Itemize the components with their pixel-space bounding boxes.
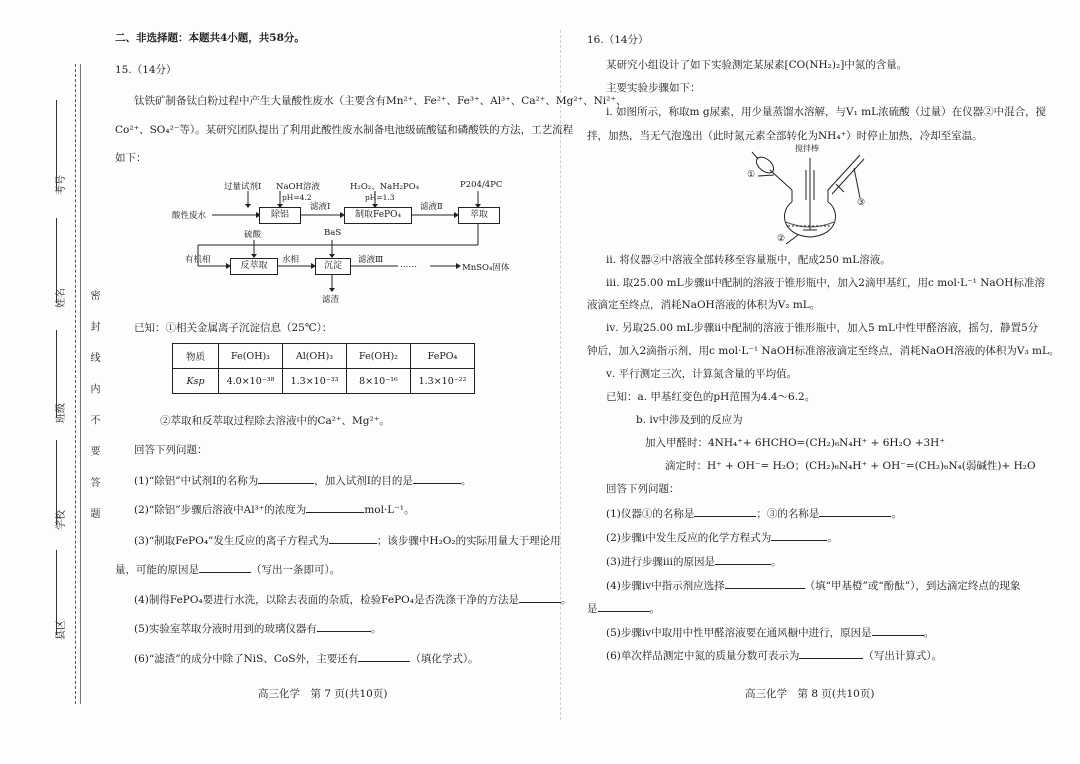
flow-acid: 硫酸 <box>244 230 262 240</box>
step-5: ⅴ. 平行测定三次，计算氮含量的平均值。 <box>606 368 798 380</box>
q15-intro-line1: 钛铁矿制备钛白粉过程中产生大量酸性废水（主要含有Mn²⁺、Fe²⁺、Fe³⁺、Al³⁺、Ca²⁺、Mg²⁺、Ni²⁺、 <box>134 95 627 107</box>
flow-box-back-extraction: 反萃取 <box>230 258 278 275</box>
margin-blank-banji <box>56 330 57 418</box>
q16-2: (2)步骤ⅰ中发生反应的化学方程式为 。 <box>606 532 838 544</box>
flow-box-precipitation: 沉淀 <box>315 258 351 275</box>
step-2: ⅱ. 将仪器②中溶液全部转移至容量瓶中，配成250 mL溶液。 <box>606 254 891 266</box>
section-title: 二、非选择题：本题共4小题，共58分。 <box>115 32 305 44</box>
flow-water: 水相 <box>282 255 300 265</box>
flow-bas: BaS <box>324 228 342 238</box>
answer-blank[interactable] <box>715 555 771 565</box>
table-header-cell: Fe(OH)₂ <box>347 344 411 369</box>
flow-organic: 有机相 <box>185 255 211 265</box>
step-1-line2: 拌，加热，当无气泡逸出（此时氮元素全部转化为NH₄⁺）时停止加热，冷却至室温。 <box>587 130 983 142</box>
q16-intro: 某研究小组设计了如下实验测定某尿素[CO(NH₂)₂]中氮的含量。 <box>606 59 908 71</box>
margin-label-kaohao: 考号 <box>56 175 67 195</box>
step-4-line1: ⅳ. 另取25.00 mL步骤ⅱ中配制的溶液于锥形瓶中，加入5 mL中性甲醛溶液，摇匀，静置5分 <box>606 322 1039 334</box>
answer-blank[interactable] <box>598 602 650 612</box>
margin-label-banji: 班级 <box>56 403 67 423</box>
answer-blank[interactable] <box>819 507 891 517</box>
q16-6: (6)单次样品测定中氮的质量分数可表示为 （写出计算式）。 <box>606 650 943 662</box>
answer-blank[interactable] <box>317 622 371 632</box>
flow-filtrate1: 滤液Ⅰ <box>310 202 331 212</box>
flow-product: MnSO₄固体 <box>462 263 510 273</box>
known-b: b. ⅳ中涉及到的反应为 <box>636 414 743 426</box>
answer-prompt-right: 回答下列问题： <box>606 483 680 495</box>
flow-residue: 滤渣 <box>322 295 340 305</box>
known-a: 已知：a. 甲基红变色的pH范围为4.4～6.2。 <box>606 391 816 403</box>
q15-3: (3)“制取FePO₄”发生反应的离子方程式为 ；该步骤中H₂O₂的实际用量大于理论用 <box>134 535 561 547</box>
table-header-cell: Fe(OH)₃ <box>219 344 283 369</box>
flow-box-fepo4: 制取FePO₄ <box>344 207 412 224</box>
table-header-cell: Al(OH)₃ <box>283 344 347 369</box>
table-cell: Ksp <box>173 369 219 394</box>
q16-4: (4)步骤ⅳ中指示剂应选择 （填“甲基橙”或“酚酞”），到达滴定终点的现象 <box>606 580 1021 592</box>
q16-heading: 16.（14分） <box>587 34 649 46</box>
answer-blank[interactable] <box>358 652 410 662</box>
q15-2: (2)“除铝”步骤后溶液中Al³⁺的浓度为 mol·L⁻¹。 <box>134 504 415 516</box>
apparatus-label-1: ① <box>747 170 756 180</box>
flow-h2o2: H₂O₂、NaH₂PO₄ <box>350 182 420 192</box>
ksp-table <box>172 343 475 394</box>
margin-label-xianqu: 县区 <box>56 620 67 640</box>
flow-ph1: pH=4.2 <box>282 193 312 202</box>
q15-6: (6)“滤渣”的成分中除了NiS、CoS外，主要还有 （填化学式）。 <box>134 653 479 665</box>
answer-blank[interactable] <box>329 534 377 544</box>
flow-feed: 酸性废水 <box>172 211 207 221</box>
apparatus-label-3: ③ <box>857 198 866 208</box>
flow-naoh: NaOH溶液 <box>276 182 320 192</box>
flow-filtrate2: 滤液Ⅱ <box>420 202 443 212</box>
seal-line-text: 密 封 线 内 不 要 答 题 <box>88 290 99 528</box>
q15-3-cont: 量，可能的原因是 （写出一条即可）。 <box>115 564 341 576</box>
answer-blank[interactable] <box>872 626 924 636</box>
page-footer-right: 高三化学 第 8 页(共10页) <box>745 688 875 700</box>
equation-1: 加入甲醛时：4NH₄⁺+ 6HCHO=(CH₂)₆N₄H⁺ + 6H₂O +3H⁺ <box>645 437 945 449</box>
step-4-line2: 钟后，加入2滴指示剂，用c mol·L⁻¹ NaOH标准溶液滴定至终点，消耗NaOH溶液的体积为V₃ mL。 <box>587 345 1060 357</box>
table-header-cell: FePO₄ <box>411 344 475 369</box>
table-row <box>173 369 475 394</box>
answer-blank[interactable] <box>771 531 827 541</box>
q16-steps-title: 主要实验步骤如下： <box>606 82 701 94</box>
apparatus-diagram <box>740 140 880 245</box>
q16-1: (1)仪器①的名称是 ；③的名称是 。 <box>606 508 902 520</box>
table-cell: 4.0×10⁻³⁸ <box>219 369 283 394</box>
step-3-line1: ⅲ. 取25.00 mL步骤ⅱ中配制的溶液于锥形瓶中，加入2滴甲基红，用c mol·L⁻¹ NaOH标准溶 <box>606 277 1045 289</box>
q15-heading: 15.（14分） <box>115 64 177 76</box>
flow-dots: …… <box>400 260 417 270</box>
table-cell: 1.3×10⁻²² <box>411 369 475 394</box>
q15-intro-line2: Co²⁺、SO₄²⁻等）。某研究团队提出了利用此酸性废水制备电池级硫酸锰和磷酸铁的方法，工艺流程 <box>115 124 574 136</box>
answer-prompt-left: 回答下列问题： <box>134 444 208 456</box>
q16-5: (5)步骤ⅳ中取用中性甲醛溶液要在通风橱中进行，原因是 。 <box>606 627 935 639</box>
q16-4-cont: 是 。 <box>587 603 660 615</box>
apparatus-label-stirrer: 搅拌棒 <box>795 144 819 153</box>
answer-blank[interactable] <box>694 507 756 517</box>
answer-blank[interactable] <box>199 563 251 573</box>
table-row <box>173 344 475 369</box>
table-cell: 8×10⁻¹⁶ <box>347 369 411 394</box>
answer-blank[interactable] <box>725 579 805 589</box>
q16-3: (3)进行步骤ⅲ的原因是 。 <box>606 556 782 568</box>
flow-ph2: pH=1.3 <box>365 193 395 202</box>
apparatus-label-2: ② <box>777 234 786 244</box>
flow-p204: P204/4PC <box>460 180 503 190</box>
known-2: ②萃取和反萃取过程除去溶液中的Ca²⁺、Mg²⁺。 <box>160 415 390 427</box>
margin-blank-xianqu <box>56 550 57 635</box>
step-3-line2: 液滴定至终点，消耗NaOH溶液的体积为V₂ mL。 <box>587 299 821 311</box>
answer-blank[interactable] <box>258 474 314 484</box>
known-1: 已知：①相关金属离子沉淀信息（25℃）： <box>134 322 333 334</box>
q15-intro-line3: 如下： <box>115 152 147 164</box>
equation-2: 滴定时：H⁺ + OH⁻= H₂O；(CH₂)₆N₄H⁺ + OH⁻=(CH₂)₆N₄(弱碱性)+ H₂O <box>665 460 1036 472</box>
step-1-line1: ⅰ. 如图所示，称取m g尿素，用少量蒸馏水溶解，与V₁ mL浓硫酸（过量）在仪器②中混合，搅 <box>606 106 1047 118</box>
table-cell: 1.3×10⁻³³ <box>283 369 347 394</box>
answer-blank[interactable] <box>306 503 364 513</box>
answer-blank[interactable] <box>413 474 461 484</box>
margin-label-xuexiao: 学校 <box>56 510 67 530</box>
flow-reagent1: 过量试剂Ⅰ <box>224 182 262 192</box>
flow-box-extraction: 萃取 <box>458 207 500 224</box>
margin-label-xingming: 姓名 <box>56 288 67 308</box>
q15-1: (1)“除铝”中试剂Ⅰ的名称为 ，加入试剂Ⅰ的目的是 。 <box>134 475 472 487</box>
margin-blank-xuexiao <box>56 440 57 525</box>
answer-blank[interactable] <box>519 593 561 603</box>
q15-5: (5)实验室萃取分液时用到的玻璃仪器有 。 <box>134 623 382 635</box>
page-footer-left: 高三化学 第 7 页(共10页) <box>258 688 388 700</box>
q15-4: (4)制得FePO₄要进行水洗，以除去表面的杂质，检验FePO₄是否洗涤干净的方法是 。 <box>134 594 572 606</box>
flow-filtrate3: 滤液Ⅲ <box>358 255 384 265</box>
flow-box-aluminium-removal: 除铝 <box>259 207 301 224</box>
table-header-cell: 物质 <box>173 344 219 369</box>
answer-blank[interactable] <box>799 649 863 659</box>
